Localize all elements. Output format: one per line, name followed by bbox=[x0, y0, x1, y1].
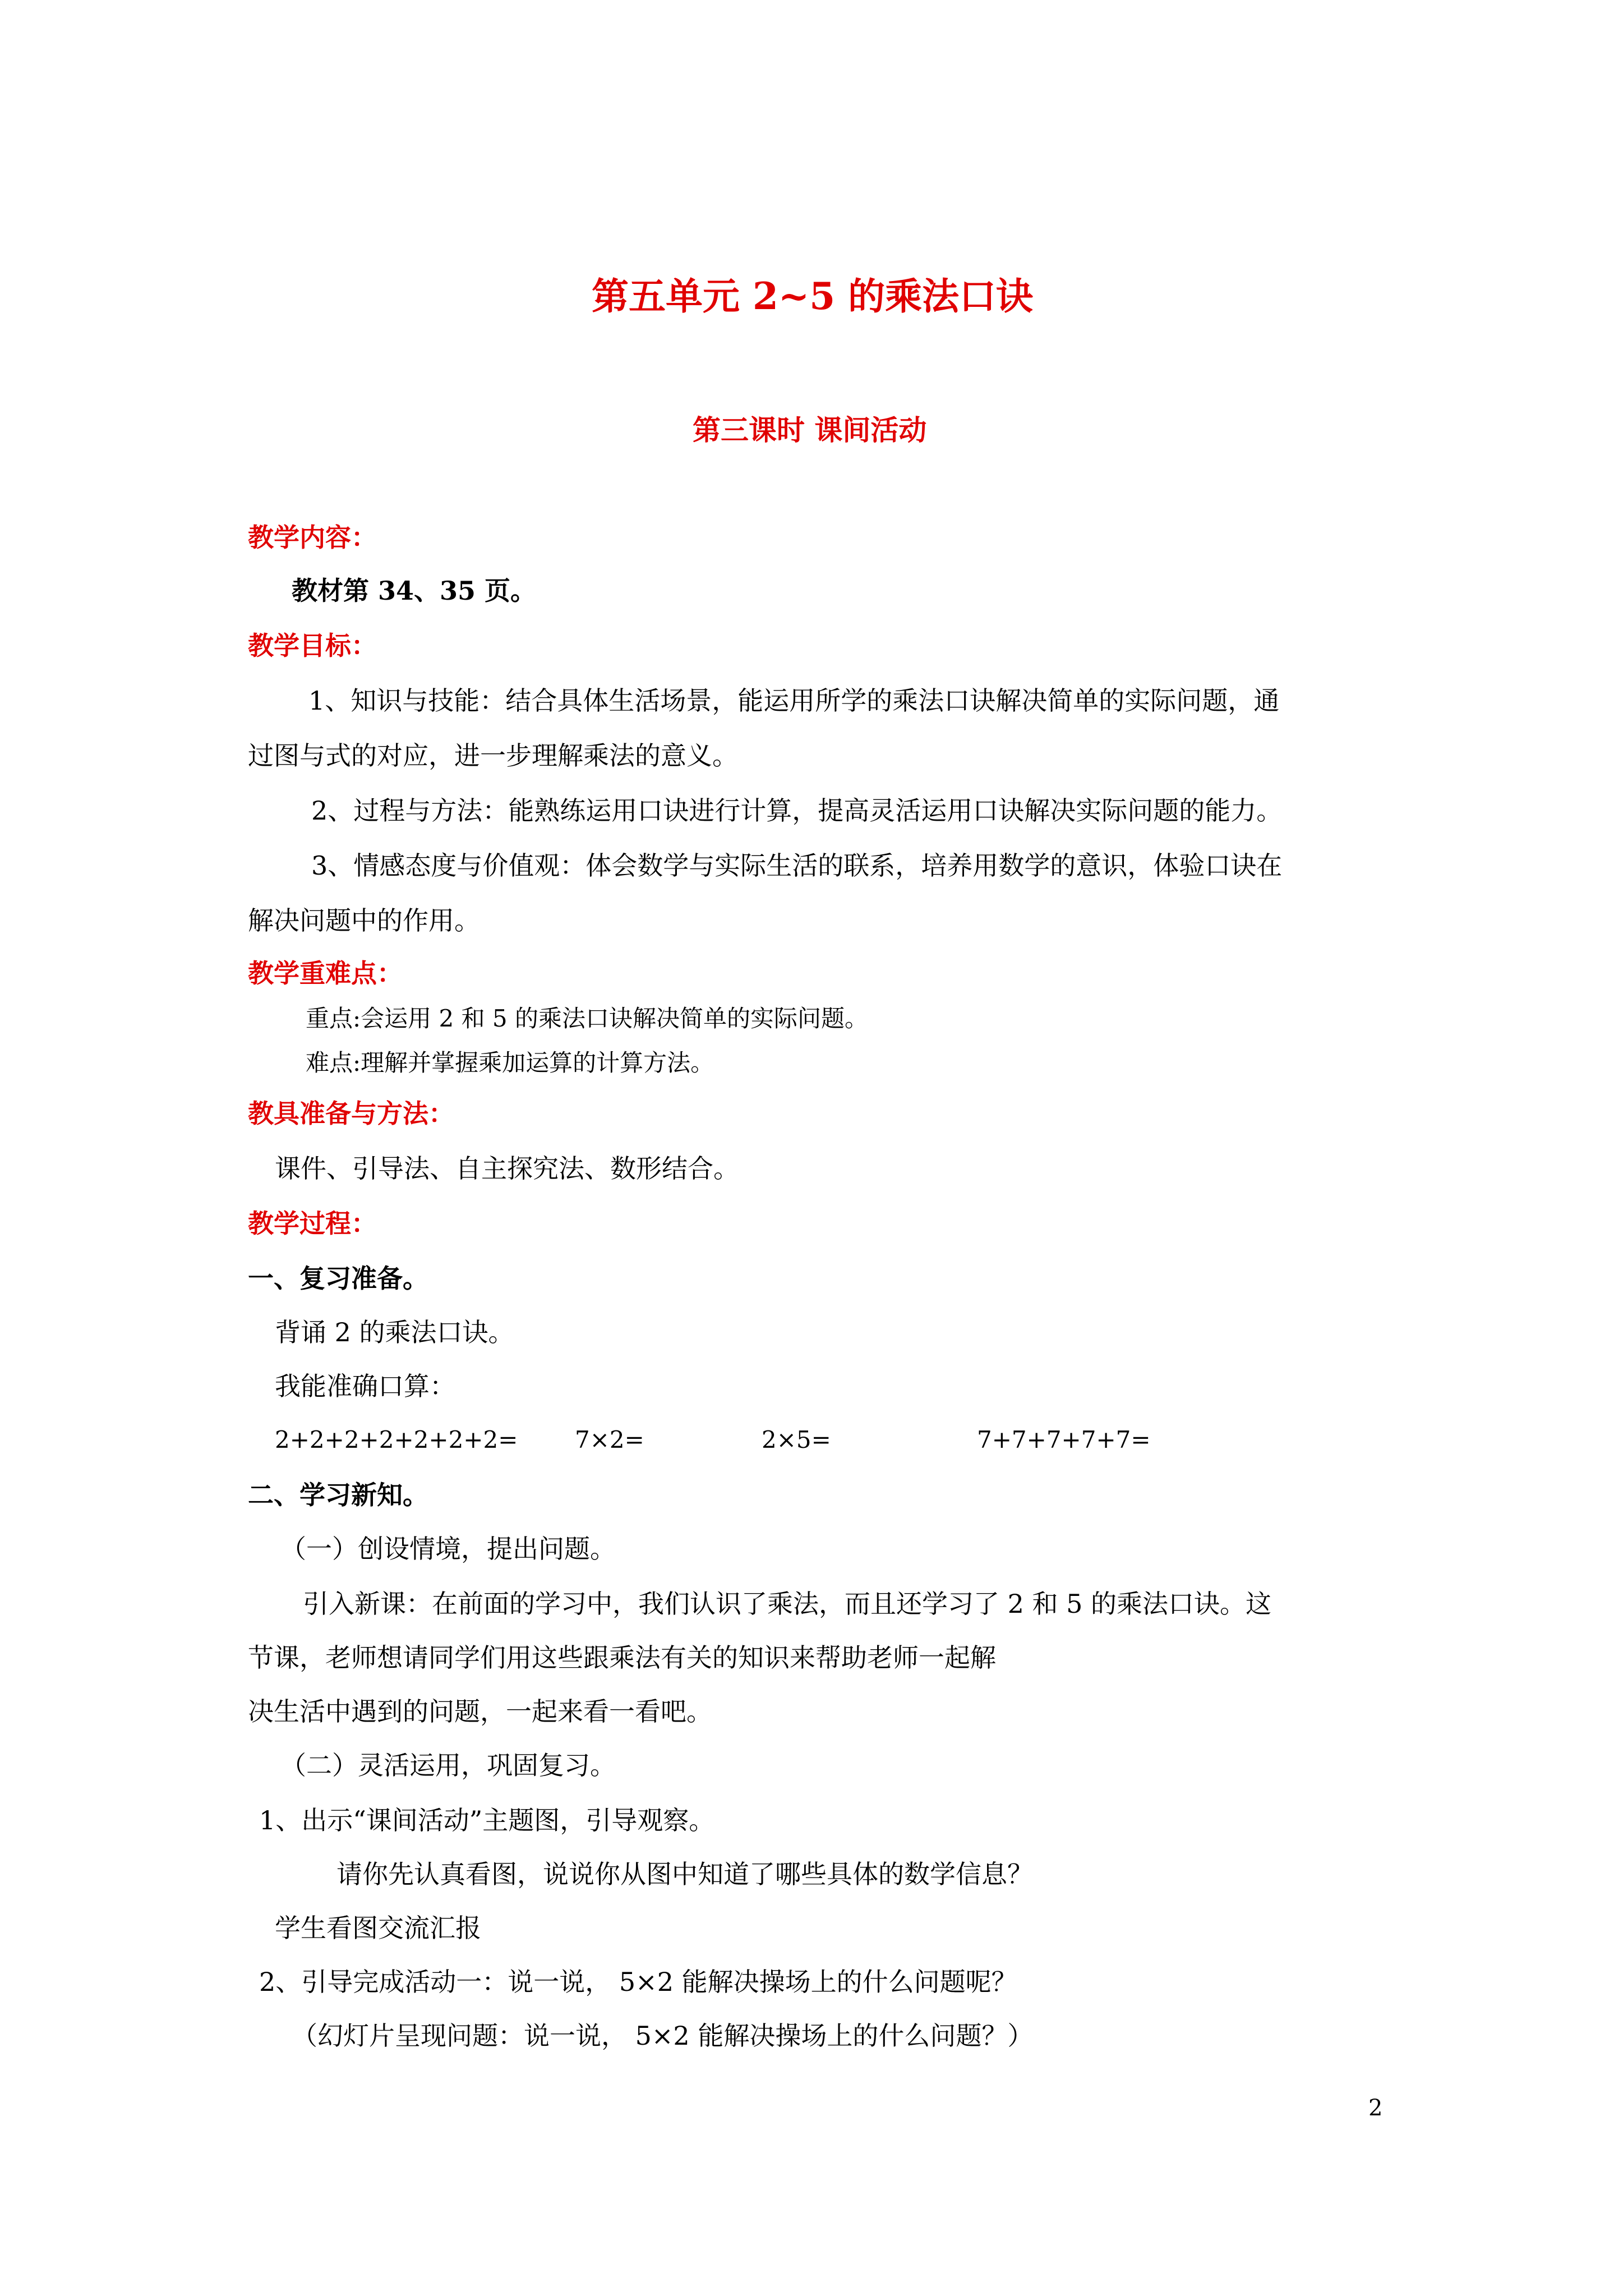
subsection-1: （一）创设情境，提出问题。 bbox=[280, 1534, 616, 1564]
step-1-answer: 学生看图交流汇报 bbox=[275, 1913, 481, 1943]
keypoint-text: 重点:会运用 2 和 5 的乘法口诀解决简单的实际问题。 bbox=[306, 1005, 868, 1032]
goal-2: 2、过程与方法：能熟练运用口诀进行计算，提高灵活运用口诀解决实际问题的能力。 bbox=[311, 795, 1283, 826]
tools-heading: 教具准备与方法： bbox=[248, 1098, 454, 1129]
step-2-note: （幻灯片呈现问题：说一说， 5×2 能解决操场上的什么问题？） bbox=[292, 2021, 1034, 2051]
intro-line-3: 决生活中遇到的问题，一起来看一看吧。 bbox=[248, 1696, 712, 1727]
section-1-heading: 一、复习准备。 bbox=[248, 1263, 428, 1294]
goal-3-line-1: 3、情感态度与价值观：体会数学与实际生活的联系，培养用数学的意识，体验口诀在 bbox=[311, 850, 1283, 881]
content-text: 教材第 34、35 页。 bbox=[292, 576, 537, 606]
goal-1-line-2: 过图与式的对应，进一步理解乘法的意义。 bbox=[248, 740, 738, 771]
document-title: 第五单元 2~5 的乘法口诀 bbox=[592, 274, 1034, 318]
step-1-question: 请你先认真看图，说说你从图中知道了哪些具体的数学信息？ bbox=[336, 1859, 1033, 1889]
goal-1-line-1: 1、知识与技能：结合具体生活场景，能运用所学的乘法口诀解决简单的实际问题，通 bbox=[308, 685, 1280, 716]
calc-item: 7×2= bbox=[575, 1426, 644, 1453]
subsection-2: （二）灵活运用，巩固复习。 bbox=[280, 1750, 616, 1780]
page-number: 2 bbox=[1368, 2095, 1383, 2121]
lesson-subtitle: 第三课时 课间活动 bbox=[693, 413, 927, 447]
section-2-heading: 二、学习新知。 bbox=[248, 1480, 428, 1510]
calc-item: 2+2+2+2+2+2+2= bbox=[275, 1426, 518, 1453]
goals-heading: 教学目标： bbox=[248, 631, 377, 661]
step-1: 1、出示“课间活动”主题图，引导观察。 bbox=[259, 1805, 715, 1835]
intro-line-1: 引入新课：在前面的学习中，我们认识了乘法，而且还学习了 2 和 5 的乘法口诀。这 bbox=[303, 1589, 1272, 1619]
process-heading: 教学过程： bbox=[248, 1208, 377, 1239]
content-heading: 教学内容： bbox=[248, 522, 377, 553]
goal-3-line-2: 解决问题中的作用。 bbox=[248, 905, 480, 936]
tools-text: 课件、引导法、自主探究法、数形结合。 bbox=[275, 1153, 739, 1184]
mental-calc-text: 我能准确口算： bbox=[275, 1371, 455, 1401]
keypoints-heading: 教学重难点： bbox=[248, 958, 403, 988]
step-2: 2、引导完成活动一：说一说， 5×2 能解决操场上的什么问题呢？ bbox=[259, 1967, 1017, 1997]
difficulty-text: 难点:理解并掌握乘加运算的计算方法。 bbox=[306, 1049, 714, 1076]
calc-item: 7+7+7+7+7= bbox=[977, 1426, 1151, 1453]
intro-line-2: 节课，老师想请同学们用这些跟乘法有关的知识来帮助老师一起解 bbox=[248, 1642, 996, 1673]
calc-item: 2×5= bbox=[762, 1426, 831, 1453]
recite-text: 背诵 2 的乘法口诀。 bbox=[275, 1317, 514, 1347]
